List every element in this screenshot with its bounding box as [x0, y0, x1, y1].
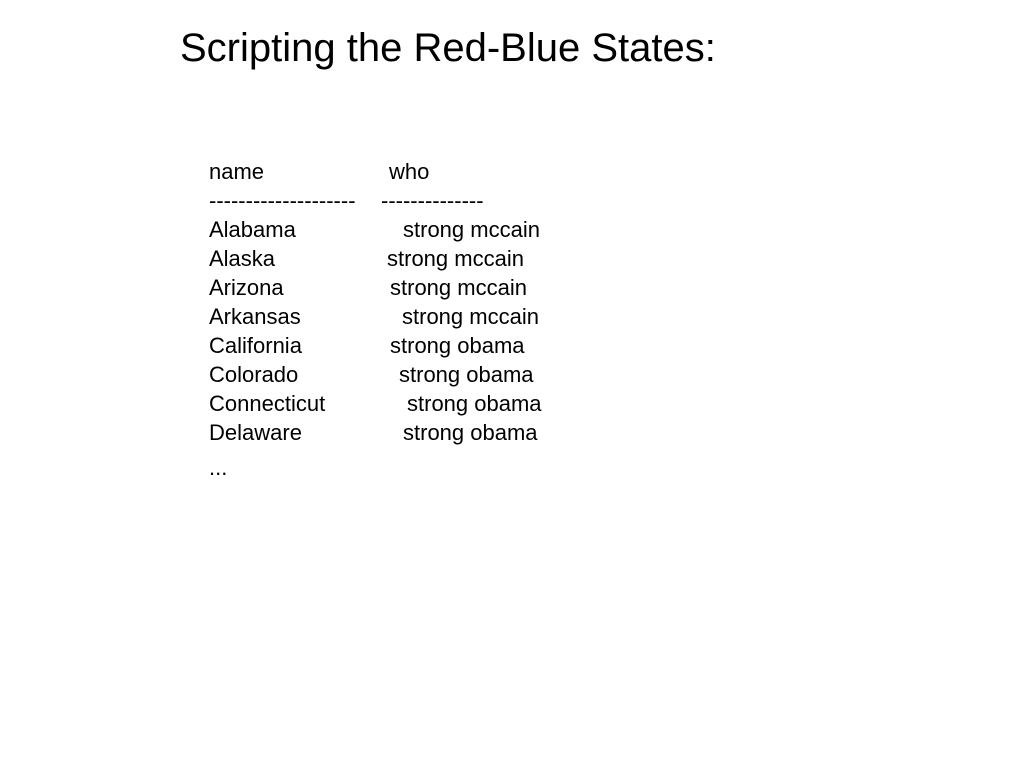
slide-title: Scripting the Red-Blue States:	[180, 26, 716, 70]
query-result-listing	[209, 157, 542, 482]
table-row	[209, 389, 542, 418]
state-name: Connecticut	[209, 391, 326, 416]
separator-row	[209, 186, 484, 215]
header-row	[209, 157, 430, 186]
state-who: strong mccain	[390, 275, 527, 300]
table-row	[209, 360, 534, 389]
state-who: strong obama	[390, 333, 525, 358]
state-who: strong mccain	[402, 304, 539, 329]
table-row	[209, 244, 524, 273]
state-who: strong obama	[403, 420, 538, 445]
column-header-name: name	[209, 159, 265, 184]
state-name: Arizona	[209, 275, 284, 300]
separator-who: --------------	[381, 188, 484, 213]
table-row	[209, 215, 540, 244]
state-name: California	[209, 333, 302, 358]
separator-name: --------------------	[209, 188, 356, 213]
state-name: Alabama	[209, 217, 296, 242]
column-header-who: who	[389, 159, 430, 184]
table-row	[209, 331, 525, 360]
state-who: strong obama	[399, 362, 534, 387]
state-who: strong mccain	[387, 246, 524, 271]
state-who: strong obama	[407, 391, 542, 416]
state-name: Colorado	[209, 362, 299, 387]
state-who: strong mccain	[403, 217, 540, 242]
table-row	[209, 302, 539, 331]
state-name: Delaware	[209, 420, 302, 445]
table-row	[209, 273, 527, 302]
state-name: Arkansas	[209, 304, 301, 329]
state-name: Alaska	[209, 246, 276, 271]
continuation-ellipsis: ...	[209, 455, 228, 480]
table-row	[209, 418, 538, 447]
